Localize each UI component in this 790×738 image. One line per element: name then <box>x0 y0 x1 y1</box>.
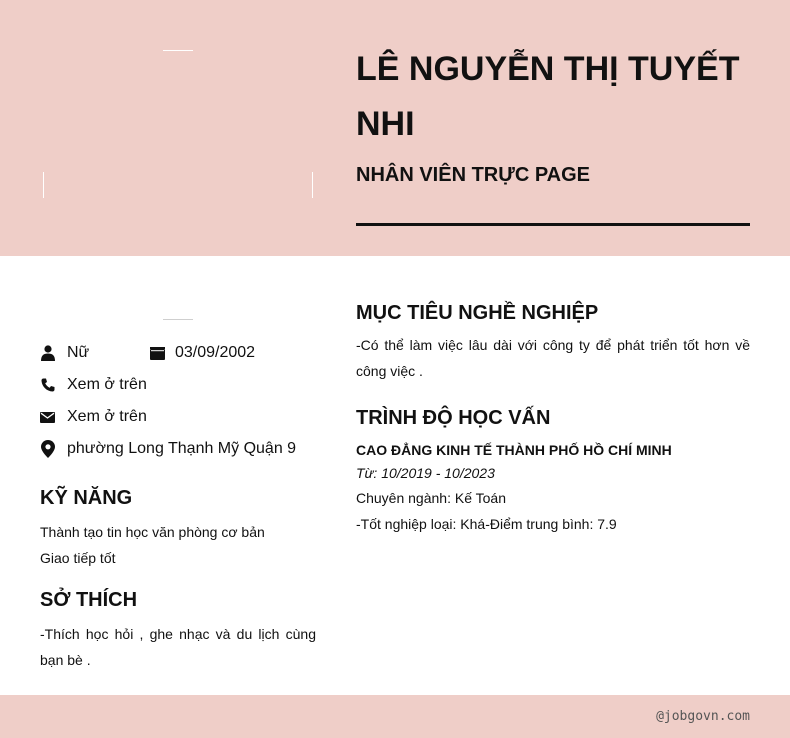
profile-photo <box>43 50 313 200</box>
header-divider <box>356 223 750 226</box>
photo-border-top <box>163 50 193 51</box>
hobbies-text: -Thích học hỏi , ghe nhạc và du lịch cùng bạn bè . <box>40 626 316 668</box>
graduation-grade: -Tốt nghiệp loại: Khá-Điểm trung bình: 7.9 <box>356 516 617 532</box>
study-period: Từ: 10/2019 - 10/2023 <box>356 465 495 481</box>
gender-value: Nữ <box>67 344 90 361</box>
address-value: phường Long Thạnh Mỹ Quận 9 <box>67 440 297 457</box>
major: Chuyên ngành: Kế Toán <box>356 490 506 506</box>
school-name: CAO ĐẲNG KINH TẾ THÀNH PHỐ HỒ CHÍ MINH <box>356 442 672 458</box>
address-row <box>40 438 296 460</box>
phone-icon <box>40 376 55 394</box>
skills-title: KỸ NĂNG <box>40 487 133 509</box>
dob-group <box>150 342 255 364</box>
phone-row <box>40 374 147 396</box>
hobbies-title: SỞ THÍCH <box>40 589 138 611</box>
avatar-divider <box>163 319 193 320</box>
calendar-icon <box>150 344 165 362</box>
footer-band <box>0 695 790 738</box>
user-icon <box>40 344 55 362</box>
email-value: Xem ở trên <box>67 408 147 425</box>
location-pin-icon <box>40 440 55 458</box>
photo-border-right <box>312 172 313 198</box>
objective-text: -Có thể làm việc lâu dài với công ty để phát triển tốt hơn về công việc . <box>356 337 750 379</box>
skill-item: Giao tiếp tốt <box>40 550 116 566</box>
email-icon <box>40 408 55 426</box>
footer-watermark: @jobgovn.com <box>656 709 750 724</box>
email-row <box>40 406 147 428</box>
candidate-name: LÊ NGUYỄN THỊ TUYẾT NHI <box>356 50 740 143</box>
phone-value: Xem ở trên <box>67 376 147 393</box>
job-title: NHÂN VIÊN TRỰC PAGE <box>356 164 591 186</box>
education-title: TRÌNH ĐỘ HỌC VẤN <box>356 407 551 429</box>
skill-item: Thành tạo tin học văn phòng cơ bản <box>40 524 265 540</box>
photo-border-left <box>43 172 44 198</box>
dob-value: 03/09/2002 <box>175 344 256 361</box>
objective-title: MỤC TIÊU NGHỀ NGHIỆP <box>356 302 599 324</box>
gender-row <box>40 342 256 364</box>
